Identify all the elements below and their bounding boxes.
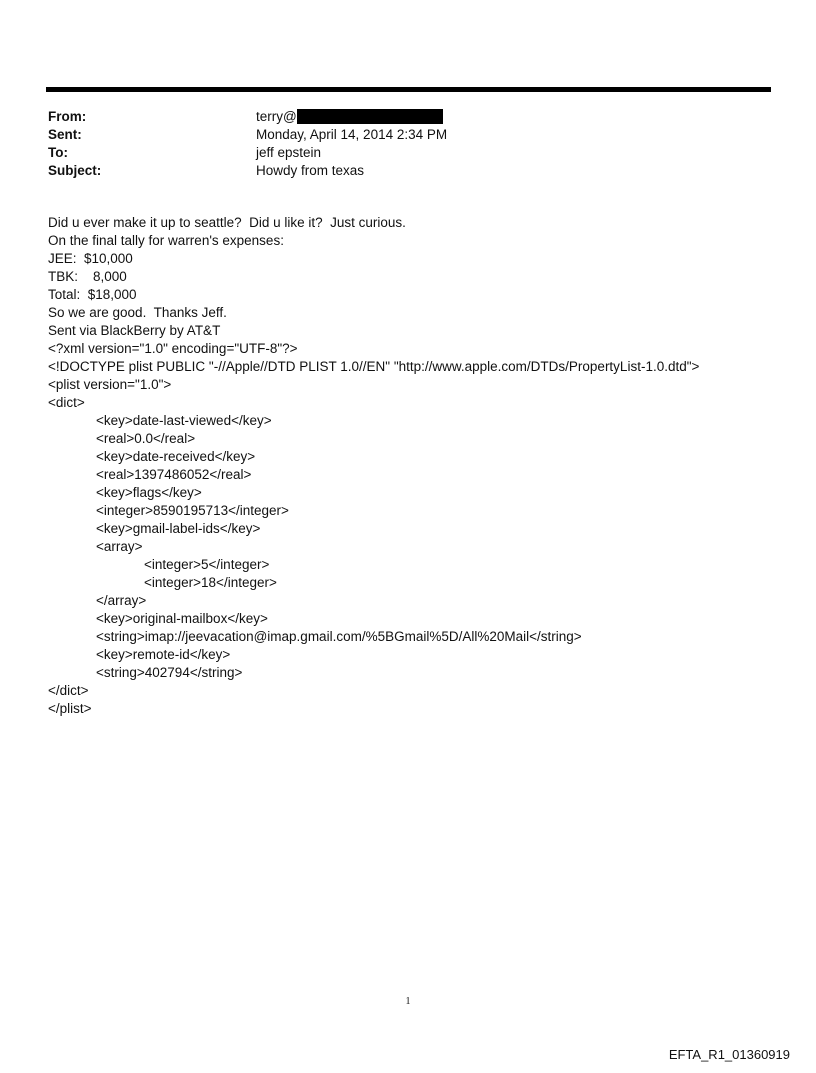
body-line: <key>remote-id</key> xyxy=(96,647,231,662)
body-line: <key>flags</key> xyxy=(96,485,202,500)
to-value: jeff epstein xyxy=(256,145,322,160)
to-label: To: xyxy=(48,145,68,160)
subject-value: Howdy from texas xyxy=(256,163,365,178)
body-line: TBK: 8,000 xyxy=(48,269,127,284)
from-address: terry@ xyxy=(256,109,297,124)
body-line: <integer>5</integer> xyxy=(144,557,270,572)
body-line: On the final tally for warren's expenses: xyxy=(48,233,284,248)
body-line: <integer>18</integer> xyxy=(144,575,277,590)
body-line: Did u ever make it up to seattle? Did u like it? Just curious. xyxy=(48,215,406,230)
body-line: <key>original-mailbox</key> xyxy=(96,611,268,626)
sent-label: Sent: xyxy=(48,127,82,142)
body-line: <real>0.0</real> xyxy=(96,431,196,446)
body-line: <?xml version="1.0" encoding="UTF-8"?> xyxy=(48,341,298,356)
bates-number: EFTA_R1_01360919 xyxy=(668,1047,790,1062)
body-line: <array> xyxy=(96,539,143,554)
body-line: </array> xyxy=(96,593,147,608)
redaction-block xyxy=(297,109,443,124)
body-line: <key>date-received</key> xyxy=(96,449,256,464)
body-line: <string>402794</string> xyxy=(96,665,243,680)
body-line: <key>date-last-viewed</key> xyxy=(96,413,272,428)
body-line: So we are good. Thanks Jeff. xyxy=(48,305,227,320)
from-label: From: xyxy=(48,109,87,124)
body-line: <plist version="1.0"> xyxy=(48,377,172,392)
page-number: 1 xyxy=(405,996,411,1007)
body-line: <real>1397486052</real> xyxy=(96,467,252,482)
body-line: </dict> xyxy=(48,683,89,698)
body-line: JEE: $10,000 xyxy=(48,251,133,266)
body-line: <dict> xyxy=(48,395,85,410)
body-line: <string>imap://jeevacation@imap.gmail.com/%5BGmail%5D/All%20Mail</string> xyxy=(96,629,582,644)
body-line: <integer>8590195713</integer> xyxy=(96,503,289,518)
subject-label: Subject: xyxy=(48,163,102,178)
body-line: Total: $18,000 xyxy=(48,287,137,302)
body-line: <!DOCTYPE plist PUBLIC "-//Apple//DTD PLIST 1.0//EN" "http://www.apple.com/DTDs/PropertyList-1.0.dtd"> xyxy=(48,359,700,374)
header-divider xyxy=(46,87,771,92)
body-line: </plist> xyxy=(48,701,92,716)
body-line: Sent via BlackBerry by AT&T xyxy=(48,323,221,338)
email-body xyxy=(48,214,788,718)
sent-value: Monday, April 14, 2014 2:34 PM xyxy=(256,127,448,142)
body-line: <key>gmail-label-ids</key> xyxy=(96,521,261,536)
from-value xyxy=(256,108,443,126)
